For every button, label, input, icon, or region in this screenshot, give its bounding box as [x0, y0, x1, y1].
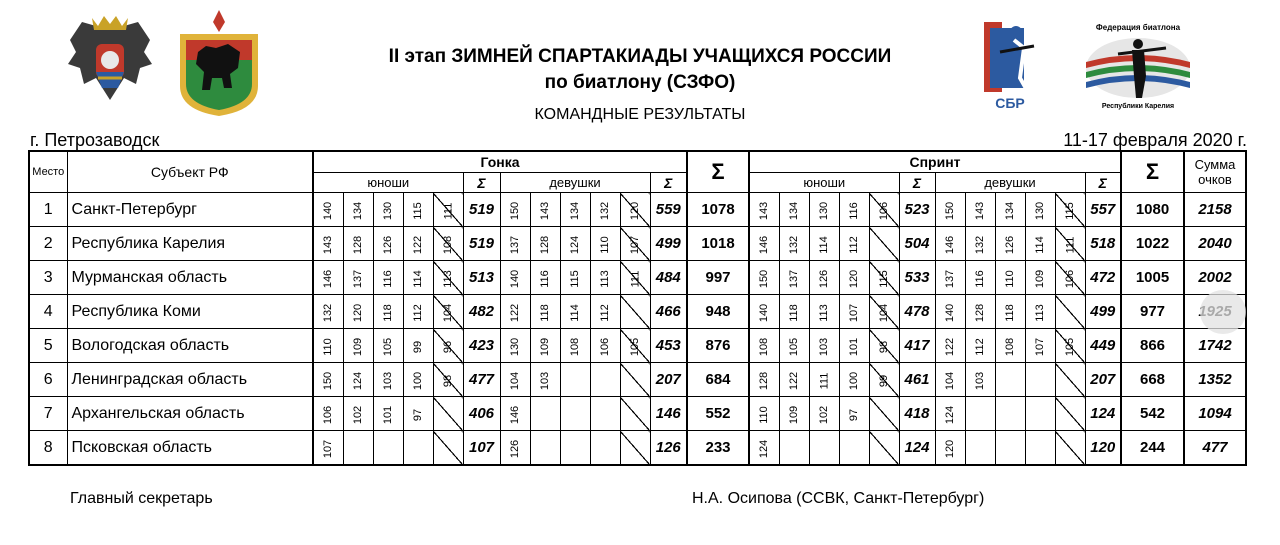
sprint-boys-sum-header: Σ: [899, 173, 935, 193]
score-cell: 109: [1025, 261, 1055, 295]
subtotal-cell: 207: [650, 363, 687, 397]
subtotal-cell: 523: [899, 193, 935, 227]
score-cell: [995, 363, 1025, 397]
score-cell: 134: [779, 193, 809, 227]
score-cell: [995, 397, 1025, 431]
subtotal-cell: 518: [1085, 227, 1121, 261]
score-cell: 106: [1055, 261, 1085, 295]
table-row: [29, 431, 1246, 466]
score-cell: 113: [809, 295, 839, 329]
score-cell: 107: [1025, 329, 1055, 363]
score-cell: 132: [965, 227, 995, 261]
subtotal-cell: 504: [899, 227, 935, 261]
score-cell: [433, 397, 463, 431]
col-region-header: Субъект РФ: [67, 151, 313, 193]
place-cell: 2: [29, 227, 67, 261]
score-cell: 108: [749, 329, 779, 363]
score-cell: 124: [749, 431, 779, 466]
score-cell: 115: [560, 261, 590, 295]
sprint-total-cell: 1080: [1121, 193, 1184, 227]
score-cell: 108: [560, 329, 590, 363]
score-cell: 118: [530, 295, 560, 329]
grand-total-header: Сумма очков: [1184, 151, 1246, 193]
score-cell: 140: [313, 193, 343, 227]
score-cell: 115: [403, 193, 433, 227]
score-cell: 116: [839, 193, 869, 227]
subtotal-cell: 559: [650, 193, 687, 227]
score-cell: 118: [373, 295, 403, 329]
score-cell: 97: [403, 397, 433, 431]
race-total-cell: 233: [687, 431, 749, 466]
score-cell: 100: [839, 363, 869, 397]
score-cell: 114: [403, 261, 433, 295]
score-cell: 143: [530, 193, 560, 227]
score-cell: 146: [749, 227, 779, 261]
subtotal-cell: 124: [1085, 397, 1121, 431]
score-cell: 140: [749, 295, 779, 329]
score-cell: 105: [1055, 329, 1085, 363]
subtotal-cell: 557: [1085, 193, 1121, 227]
race-total-cell: 1078: [687, 193, 749, 227]
score-cell: 103: [809, 329, 839, 363]
score-cell: 124: [935, 397, 965, 431]
score-cell: 115: [1055, 193, 1085, 227]
table-row: [29, 329, 1246, 363]
score-cell: [560, 397, 590, 431]
score-cell: 124: [560, 227, 590, 261]
score-cell: 120: [343, 295, 373, 329]
federation-logo-bottom: Республики Карелия: [1101, 103, 1175, 110]
score-cell: 120: [839, 261, 869, 295]
score-cell: [620, 397, 650, 431]
score-cell: [965, 397, 995, 431]
grand-total-cell: 2040: [1184, 227, 1246, 261]
region-cell: Вологодская область: [67, 329, 313, 363]
table-row: [29, 261, 1246, 295]
signer-name: Н.А. Осипова (ССВК, Санкт-Петербург): [692, 490, 985, 507]
sprint-total-cell: 542: [1121, 397, 1184, 431]
score-cell: 122: [403, 227, 433, 261]
score-cell: 116: [373, 261, 403, 295]
page-title: II этап ЗИМНЕЙ СПАРТАКИАДЫ УЧАЩИХСЯ РОССИИ: [388, 46, 892, 67]
score-cell: 104: [935, 363, 965, 397]
region-cell: Псковская область: [67, 431, 313, 466]
score-cell: 112: [590, 295, 620, 329]
subtotal-cell: 107: [463, 431, 500, 466]
region-cell: Мурманская область: [67, 261, 313, 295]
score-cell: 126: [500, 431, 530, 466]
page-title-line2: по биатлону (СЗФО): [544, 72, 736, 93]
score-cell: 134: [560, 193, 590, 227]
score-cell: 150: [749, 261, 779, 295]
race-total-cell: 948: [687, 295, 749, 329]
score-cell: 111: [433, 193, 463, 227]
region-cell: Республика Коми: [67, 295, 313, 329]
score-cell: [590, 431, 620, 466]
table-row: [29, 227, 1246, 261]
race-girls-sum-header: Σ: [650, 173, 687, 193]
score-cell: 113: [590, 261, 620, 295]
score-cell: 108: [433, 227, 463, 261]
place-cell: 5: [29, 329, 67, 363]
score-cell: 137: [500, 227, 530, 261]
race-girls-header: девушки: [500, 173, 650, 193]
score-cell: 112: [839, 227, 869, 261]
table-row: [29, 397, 1246, 431]
score-cell: 128: [343, 227, 373, 261]
score-cell: 137: [935, 261, 965, 295]
sprint-total-header: Σ: [1121, 151, 1184, 193]
place-cell: 6: [29, 363, 67, 397]
score-cell: 105: [779, 329, 809, 363]
score-cell: 143: [313, 227, 343, 261]
score-cell: 130: [373, 193, 403, 227]
subtotal-cell: 519: [463, 227, 500, 261]
subtotal-cell: 484: [650, 261, 687, 295]
subtotal-cell: 418: [899, 397, 935, 431]
page-subtitle: КОМАНДНЫЕ РЕЗУЛЬТАТЫ: [534, 106, 746, 123]
subtotal-cell: 499: [1085, 295, 1121, 329]
score-cell: 132: [313, 295, 343, 329]
score-cell: 122: [500, 295, 530, 329]
scroll-overlay-button[interactable]: [1200, 290, 1246, 334]
score-cell: 102: [343, 397, 373, 431]
score-cell: 109: [530, 329, 560, 363]
score-cell: 98: [869, 329, 899, 363]
subtotal-cell: 417: [899, 329, 935, 363]
federation-logo-icon: [1078, 18, 1198, 112]
subtotal-cell: 423: [463, 329, 500, 363]
table-row: [29, 363, 1246, 397]
subtotal-cell: 533: [899, 261, 935, 295]
score-cell: [1055, 295, 1085, 329]
score-cell: [1055, 431, 1085, 466]
score-cell: 104: [500, 363, 530, 397]
score-cell: 105: [373, 329, 403, 363]
score-cell: [1055, 397, 1085, 431]
race-boys-sum-header: Σ: [463, 173, 500, 193]
grand-total-cell: 2002: [1184, 261, 1246, 295]
grand-total-cell: 1742: [1184, 329, 1246, 363]
score-cell: 104: [869, 295, 899, 329]
results-table: [28, 150, 1247, 466]
sprint-girls-sum-header: Σ: [1085, 173, 1121, 193]
subtotal-cell: 519: [463, 193, 500, 227]
region-cell: Ленинградская область: [67, 363, 313, 397]
score-cell: 103: [373, 363, 403, 397]
sbr-logo-icon: [980, 18, 1040, 112]
score-cell: [590, 397, 620, 431]
score-cell: [433, 431, 463, 466]
sprint-total-cell: 1005: [1121, 261, 1184, 295]
score-cell: 130: [809, 193, 839, 227]
score-cell: 146: [500, 397, 530, 431]
score-cell: 132: [779, 227, 809, 261]
score-cell: 128: [965, 295, 995, 329]
score-cell: 106: [590, 329, 620, 363]
score-cell: 150: [935, 193, 965, 227]
region-cell: Республика Карелия: [67, 227, 313, 261]
event-dates: 11-17 февраля 2020 г.: [1063, 130, 1247, 150]
score-cell: 146: [313, 261, 343, 295]
score-cell: 122: [935, 329, 965, 363]
score-cell: [403, 431, 433, 466]
score-cell: 99: [403, 329, 433, 363]
region-cell: Архангельская область: [67, 397, 313, 431]
score-cell: [373, 431, 403, 466]
score-cell: 134: [343, 193, 373, 227]
table-row: [29, 193, 1246, 227]
score-cell: 103: [530, 363, 560, 397]
score-cell: 97: [839, 397, 869, 431]
score-cell: 118: [995, 295, 1025, 329]
place-cell: 4: [29, 295, 67, 329]
score-cell: 107: [313, 431, 343, 466]
score-cell: 122: [779, 363, 809, 397]
score-cell: [1025, 363, 1055, 397]
subtotal-cell: 461: [899, 363, 935, 397]
score-cell: 114: [560, 295, 590, 329]
score-cell: 101: [839, 329, 869, 363]
score-cell: 130: [1025, 193, 1055, 227]
region-cell: Санкт-Петербург: [67, 193, 313, 227]
score-cell: [869, 227, 899, 261]
score-cell: [560, 431, 590, 466]
score-cell: 124: [343, 363, 373, 397]
score-cell: [343, 431, 373, 466]
subtotal-cell: 124: [899, 431, 935, 466]
sprint-girls-header: девушки: [935, 173, 1085, 193]
score-cell: 140: [935, 295, 965, 329]
place-cell: 3: [29, 261, 67, 295]
score-cell: 126: [373, 227, 403, 261]
score-cell: 137: [779, 261, 809, 295]
score-cell: [620, 295, 650, 329]
subtotal-cell: 499: [650, 227, 687, 261]
score-cell: 99: [869, 363, 899, 397]
score-cell: 116: [530, 261, 560, 295]
race-total-header: Σ: [687, 151, 749, 193]
score-cell: [965, 431, 995, 466]
subtotal-cell: 207: [1085, 363, 1121, 397]
race-total-cell: 684: [687, 363, 749, 397]
score-cell: [620, 431, 650, 466]
score-cell: [560, 363, 590, 397]
secretary-label: Главный секретарь: [70, 490, 213, 507]
score-cell: 132: [590, 193, 620, 227]
subtotal-cell: 453: [650, 329, 687, 363]
score-cell: 96: [433, 329, 463, 363]
grand-total-cell: 1352: [1184, 363, 1246, 397]
subtotal-cell: 478: [899, 295, 935, 329]
score-cell: 114: [1025, 227, 1055, 261]
place-cell: 8: [29, 431, 67, 466]
score-cell: 120: [935, 431, 965, 466]
score-cell: 111: [620, 261, 650, 295]
score-cell: 126: [809, 261, 839, 295]
race-total-cell: 997: [687, 261, 749, 295]
score-cell: 108: [995, 329, 1025, 363]
score-cell: 115: [869, 261, 899, 295]
sprint-total-cell: 668: [1121, 363, 1184, 397]
race-header: Гонка: [313, 151, 687, 173]
grand-total-cell: 477: [1184, 431, 1246, 466]
score-cell: 109: [343, 329, 373, 363]
score-cell: 130: [500, 329, 530, 363]
subtotal-cell: 472: [1085, 261, 1121, 295]
score-cell: 140: [500, 261, 530, 295]
sprint-boys-header: юноши: [749, 173, 899, 193]
score-cell: 110: [995, 261, 1025, 295]
race-total-cell: 876: [687, 329, 749, 363]
sbr-logo-text: СБР: [995, 95, 1025, 111]
score-cell: 110: [749, 397, 779, 431]
col-place-header: Место: [29, 151, 67, 193]
score-cell: [590, 363, 620, 397]
score-cell: 105: [620, 329, 650, 363]
score-cell: 101: [373, 397, 403, 431]
score-cell: [869, 397, 899, 431]
sprint-total-cell: 977: [1121, 295, 1184, 329]
score-cell: [839, 431, 869, 466]
score-cell: 100: [403, 363, 433, 397]
score-cell: 111: [809, 363, 839, 397]
score-cell: [1025, 397, 1055, 431]
grand-total-cell: 1094: [1184, 397, 1246, 431]
score-cell: 103: [965, 363, 995, 397]
sprint-total-cell: 244: [1121, 431, 1184, 466]
score-cell: [530, 397, 560, 431]
score-cell: 118: [779, 295, 809, 329]
score-cell: 134: [995, 193, 1025, 227]
score-cell: 110: [313, 329, 343, 363]
subtotal-cell: 477: [463, 363, 500, 397]
score-cell: 106: [313, 397, 343, 431]
score-cell: [779, 431, 809, 466]
score-cell: 150: [500, 193, 530, 227]
subtotal-cell: 482: [463, 295, 500, 329]
subtotal-cell: 449: [1085, 329, 1121, 363]
score-cell: [869, 431, 899, 466]
score-cell: 143: [965, 193, 995, 227]
subtotal-cell: 406: [463, 397, 500, 431]
score-cell: 128: [530, 227, 560, 261]
subtotal-cell: 466: [650, 295, 687, 329]
score-cell: [809, 431, 839, 466]
score-cell: 98: [433, 363, 463, 397]
score-cell: 109: [779, 397, 809, 431]
score-cell: 114: [809, 227, 839, 261]
score-cell: 104: [433, 295, 463, 329]
score-cell: 107: [839, 295, 869, 329]
race-boys-header: юноши: [313, 173, 463, 193]
score-cell: 107: [620, 227, 650, 261]
score-cell: 111: [1055, 227, 1085, 261]
place-cell: 1: [29, 193, 67, 227]
subtotal-cell: 146: [650, 397, 687, 431]
grand-total-cell: 2158: [1184, 193, 1246, 227]
sprint-header: Спринт: [749, 151, 1121, 173]
place-cell: 7: [29, 397, 67, 431]
federation-logo-top: Федерация биатлона: [1095, 23, 1181, 32]
sprint-total-cell: 1022: [1121, 227, 1184, 261]
score-cell: [620, 363, 650, 397]
city: г. Петрозаводск: [30, 130, 160, 150]
score-cell: 146: [935, 227, 965, 261]
score-cell: [995, 431, 1025, 466]
sprint-total-cell: 866: [1121, 329, 1184, 363]
subtotal-cell: 513: [463, 261, 500, 295]
score-cell: [530, 431, 560, 466]
score-cell: 137: [343, 261, 373, 295]
subtotal-cell: 120: [1085, 431, 1121, 466]
score-cell: 126: [995, 227, 1025, 261]
subtotal-cell: 126: [650, 431, 687, 466]
score-cell: 113: [1025, 295, 1055, 329]
score-cell: 128: [749, 363, 779, 397]
score-cell: 113: [433, 261, 463, 295]
score-cell: 106: [869, 193, 899, 227]
score-cell: 110: [590, 227, 620, 261]
score-cell: [1025, 431, 1055, 466]
score-cell: 143: [749, 193, 779, 227]
race-total-cell: 1018: [687, 227, 749, 261]
score-cell: [1055, 363, 1085, 397]
score-cell: 120: [620, 193, 650, 227]
score-cell: 112: [403, 295, 433, 329]
score-cell: 112: [965, 329, 995, 363]
table-row: [29, 295, 1246, 329]
score-cell: 102: [809, 397, 839, 431]
race-total-cell: 552: [687, 397, 749, 431]
score-cell: 150: [313, 363, 343, 397]
score-cell: 116: [965, 261, 995, 295]
